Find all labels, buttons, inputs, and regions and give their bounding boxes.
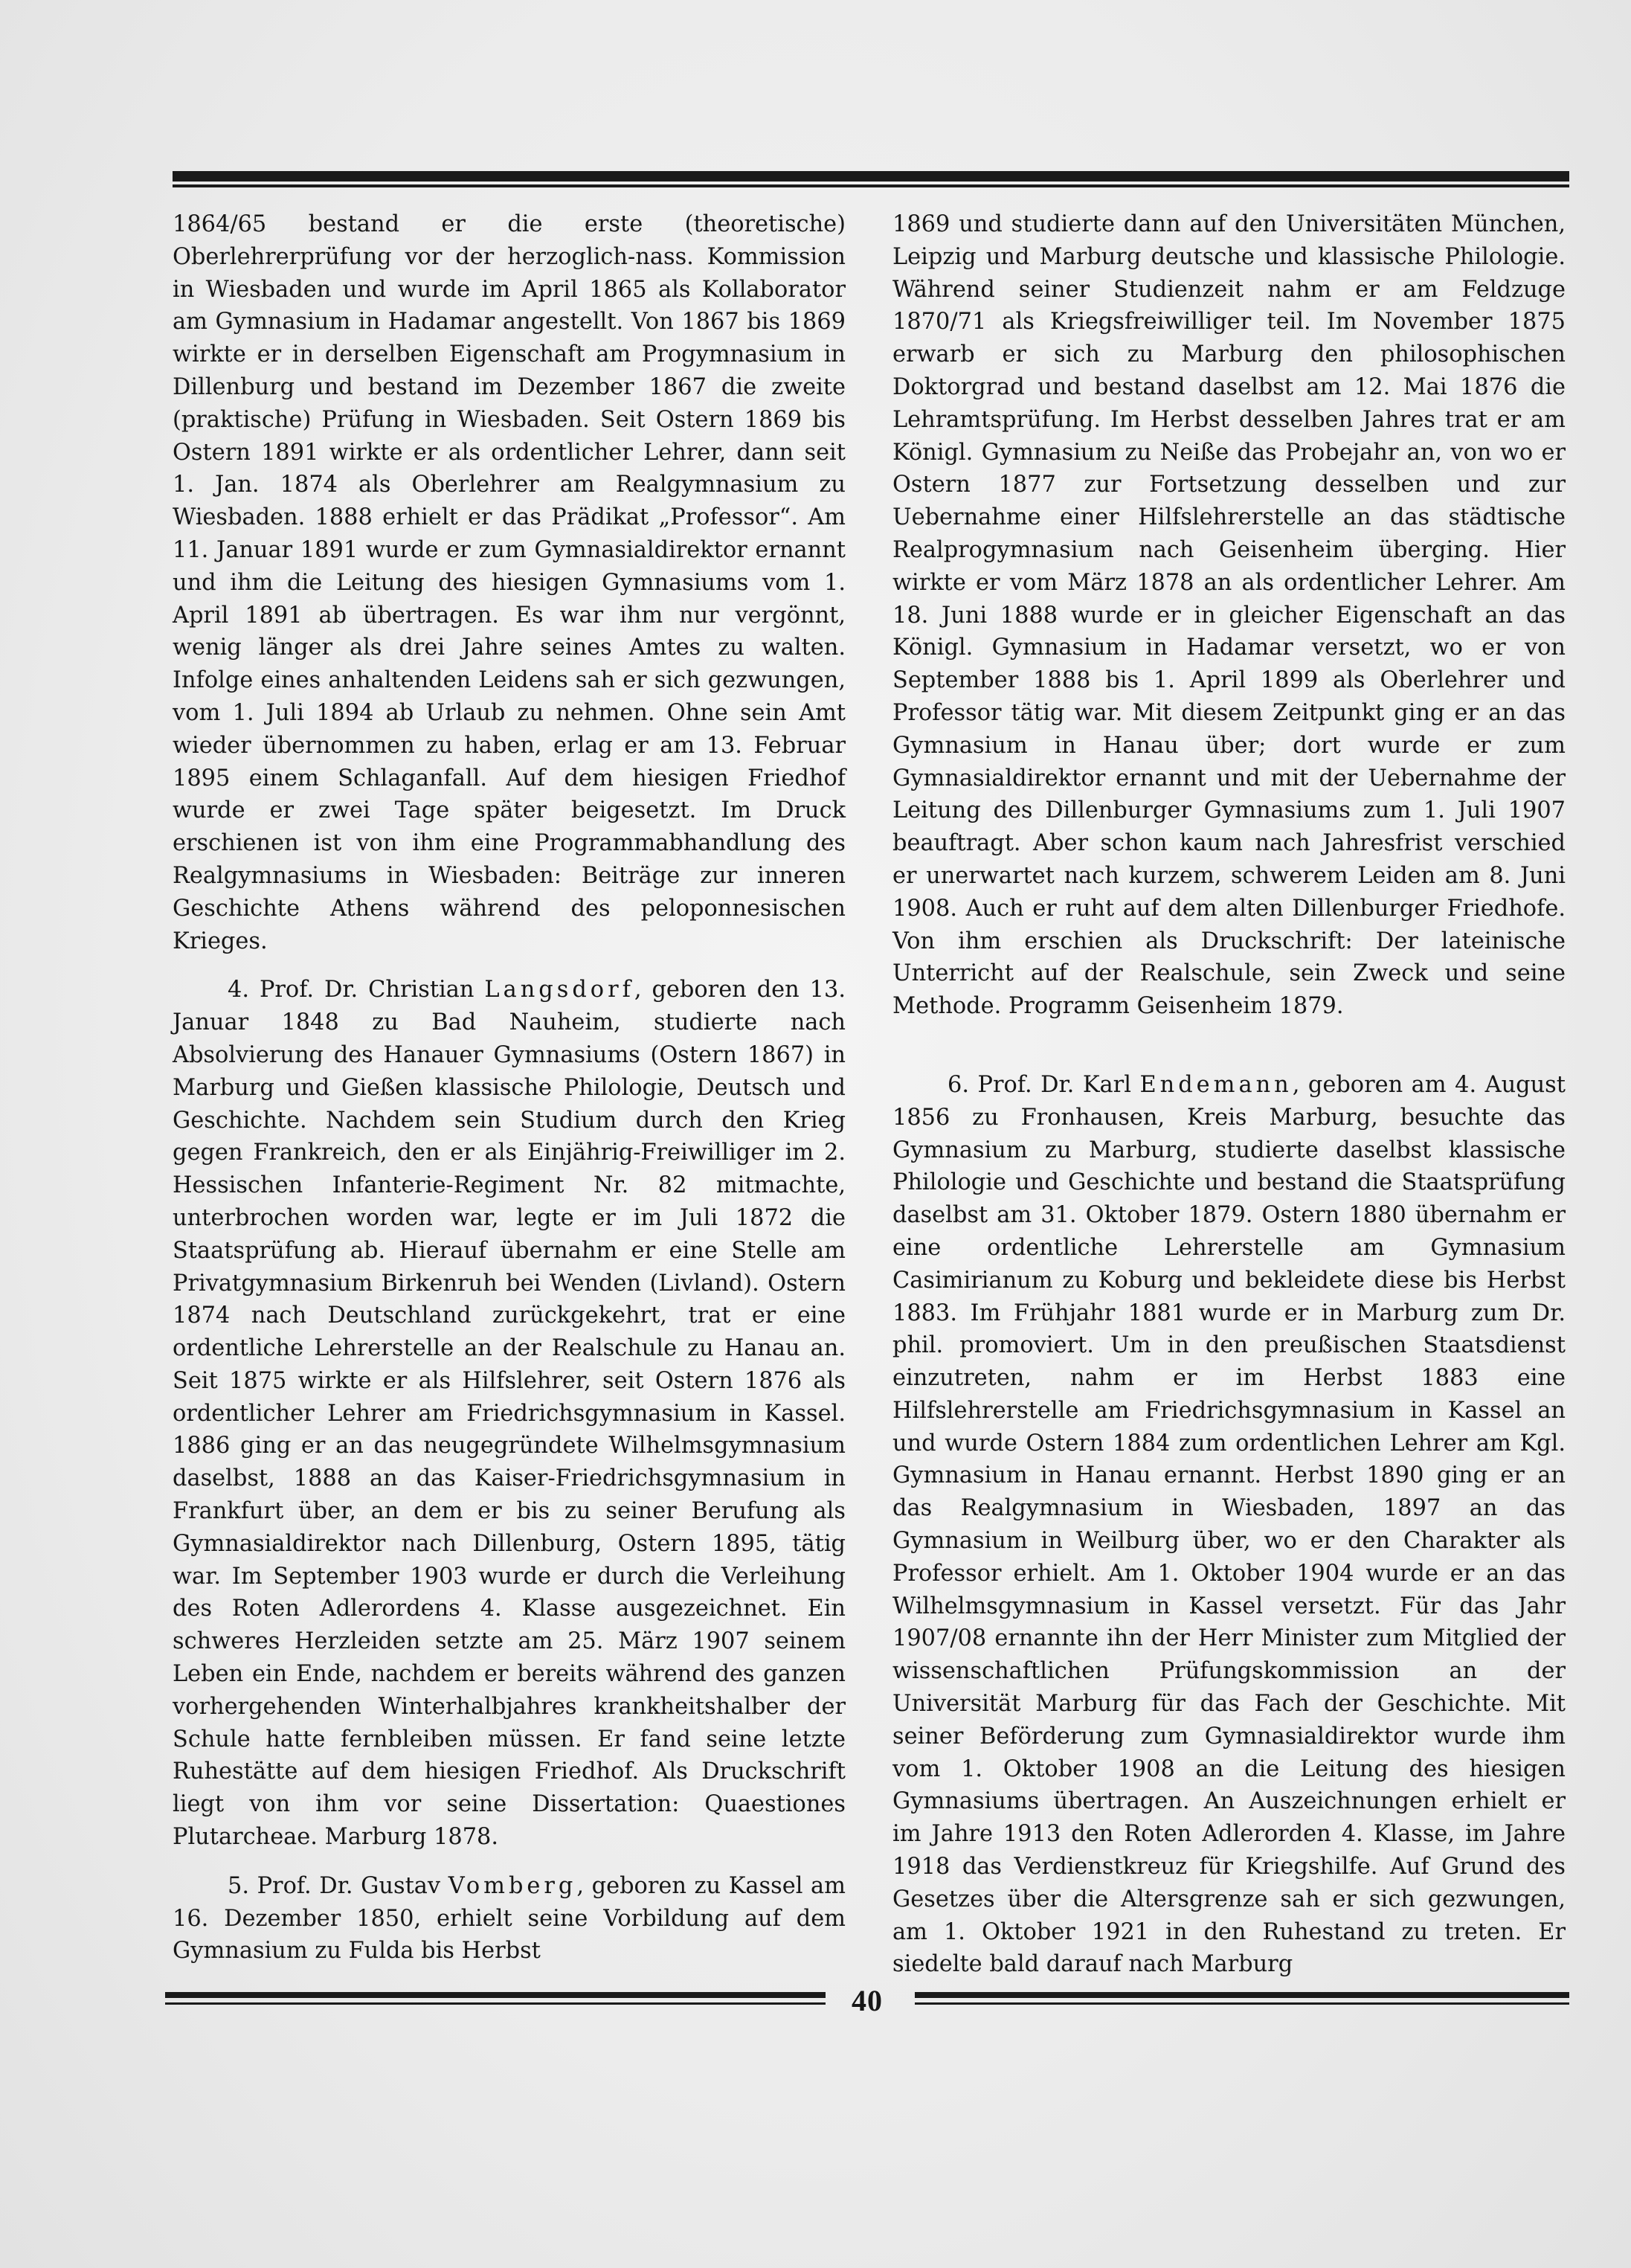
header-rule-thick: [173, 171, 1569, 181]
entry-heading: 6. Prof. Dr. Karl: [948, 1071, 1140, 1098]
entry-body: , geboren zu Kassel am 16. Dezember 1850, erhielt seine Vorbildung auf dem Gymnasium zu Fulda bis Herbst: [173, 1872, 846, 1965]
person-name: Vomberg: [448, 1872, 577, 1899]
person-name: Langsdorf: [484, 977, 634, 1003]
entry-body: , geboren den 13. Januar 1848 zu Bad Nauheim, studierte nach Absolvierung des Hanauer Gymnasiums (Ostern 1867) in Marburg und Gießen klassische Philologie, Deutsch und Geschichte. Nachdem sein Studium durch den Krieg gegen Frankreich, den er als Einjährig-Freiwilliger im 2. Hessischen Infanterie-Regiment Nr. 82 mitmachte, unterbrochen worden war, legte er im Juli 1872 die Staatsprüfung ab. Hierauf übernahm er eine Stelle am Privatgymnasium Birkenruh bei Wenden (Livland). Ostern 1874 nach Deutschland zurückgekehrt, trat er eine ordentliche Lehrerstelle an der Realschule zu Hanau an. Seit 1875 wirkte er als Hilfslehrer, seit Ostern 1876 als ordentlicher Lehrer am Friedrichsgymnasium in Kassel. 1886 ging er an das neugegründete Wilhelmsgymnasium daselbst, 1888 an das Kaiser-Friedrichsgymnasium in Frankfurt über, an dem er bis zu seiner Berufung als Gymnasialdirektor nach Dillenburg, Ostern 1895, tätig war. Im September 1903 wurde er durch die Verleihung des Roten Adlerordens 4. Klasse ausgezeichnet. Ein schweres Herzleiden setzte am 25. März 1907 seinem Leben ein Ende, nachdem er bereits während des ganzen vorhergehenden Winterhalbjahres krankheitshalber der Schule hatte fernbleiben müssen. Er fand seine letzte Ruhestätte auf dem hiesigen Friedhof. Als Druckschrift liegt von ihm vor seine Dissertation: Quaestiones Plutarcheae. Marburg 1878.: [173, 977, 846, 1851]
entry-5-continuation: 1869 und studierte dann auf den Universitäten München, Leipzig und Marburg deutsche und klassische Philologie. Während seiner Studienzeit nahm er am Feldzuge 1870/71 als Kriegsfreiwilliger teil. Im November 1875 erwarb er sich zu Marburg den philosophischen Doktorgrad und bestand daselbst am 12. Mai 1876 die Lehramtsprüfung. Im Herbst desselben Jahres trat er am Königl. Gymnasium zu Neiße das Probejahr an, von wo er Ostern 1877 zur Fortsetzung desselben und zur Uebernahme einer Hilfslehrerstelle an das städtische Realprogymnasium nach Geisenheim überging. Hier wirkte er vom März 1878 an als ordentlicher Lehrer. Am 18. Juni 1888 wurde er in gleicher Eigenschaft an das Königl. Gymnasium in Hadamar versetzt, wo er von September 1888 bis 1. April 1899 als Oberlehrer und Professor tätig war. Mit diesem Zeitpunkt ging er an das Gymnasium in Hanau über; dort wurde er zum Gymnasialdirektor ernannt und mit der Uebernahme der Leitung des Dillenburger Gymnasiums zum 1. Juli 1907 beauftragt. Aber schon kaum nach Jahresfrist verschied er unerwartet nach kurzem, schwerem Leiden am 8. Juni 1908. Auch er ruht auf dem alten Dillenburger Friedhofe. Von ihm erschien als Druckschrift: Der lateinische Unterricht auf der Realschule, sein Zweck und seine Methode. Programm Geisenheim 1879.: [892, 211, 1566, 1020]
entry-5-vomberg: [173, 1870, 846, 1967]
paragraph-continuation: 1864/65 bestand er die erste (theoretische) Oberlehrerprüfung vor der herzoglich-nass. Kommission in Wiesbaden und wurde im April 1865 als Kollaborator am Gymnasium in Hadamar angestellt. Von 1867 bis 1869 wirkte er in derselben Eigenschaft am Progymnasium in Dillenburg und bestand im Dezember 1867 die zweite (praktische) Prüfung in Wiesbaden. Seit Ostern 1869 bis Ostern 1891 wirkte er als ordentlicher Lehrer, dann seit 1. Jan. 1874 als Oberlehrer am Realgymnasium zu Wiesbaden. 1888 erhielt er das Prädikat „Professor“. Am 11. Januar 1891 wurde er zum Gymnasialdirektor ernannt und ihm die Leitung des hiesigen Gymnasiums vom 1. April 1891 ab übertragen. Es war ihm nur vergönnt, wenig länger als drei Jahre seines Amtes zu walten. Infolge eines anhaltenden Leidens sah er sich gezwungen, vom 1. Juli 1894 ab Urlaub zu nehmen. Ohne sein Amt wieder übernommen zu haben, erlag er am 13. Februar 1895 einem Schlaganfall. Auf dem hiesigen Friedhof wurde er zwei Tage später beigesetzt. Im Druck erschienen ist von ihm eine Programmabhandlung des Realgymnasiums in Wiesbaden: Beiträge zur inneren Geschichte Athens während des peloponnesischen Krieges.: [173, 211, 846, 954]
left-column: [173, 208, 846, 1967]
entry-heading: 4. Prof. Dr. Christian: [228, 977, 485, 1003]
header-double-rule: [173, 171, 1569, 187]
header-rule-thin: [173, 184, 1569, 187]
footer: [165, 1983, 1569, 2028]
person-name: Endemann: [1139, 1071, 1293, 1098]
page-number: 40: [852, 1984, 883, 2017]
entry-6-endemann: [892, 1069, 1566, 1981]
entry-4-langsdorf: [173, 974, 846, 1854]
entry-body: , geboren am 4. August 1856 zu Fronhausen, Kreis Marburg, besuchte das Gymnasium zu Marburg, studierte daselbst klassische Philologie und Geschichte und bestand die Staatsprüfung daselbst am 31. Oktober 1879. Ostern 1880 übernahm er eine ordentliche Lehrerstelle am Gymnasium Casimirianum zu Koburg und bekleidete diese bis Herbst 1883. Im Frühjahr 1881 wurde er in Marburg zum Dr. phil. promoviert. Um in den preußischen Staatsdienst einzutreten, nahm er im Herbst 1883 eine Hilfslehrerstelle am Friedrichsgymnasium in Kassel an und wurde Ostern 1884 zum ordentlichen Lehrer am Kgl. Gymnasium in Hanau ernannt. Herbst 1890 ging er an das Realgymnasium in Wiesbaden, 1897 an das Gymnasium in Weilburg über, wo er den Charakter als Professor erhielt. Am 1. Oktober 1904 wurde er an das Wilhelmsgymnasium in Kassel versetzt. Für das Jahr 1907/08 ernannte ihn der Herr Minister zum Mitglied der wissenschaftlichen Prüfungskommission an der Universität Marburg für das Fach der Geschichte. Mit seiner Beförderung zum Gymnasialdirektor wurde ihm vom 1. Oktober 1908 an die Leitung des hiesigen Gymnasiums übertragen. An Auszeichnungen erhielt er im Jahre 1913 den Roten Adlerorden 4. Klasse, im Jahre 1918 das Verdienstkreuz für Kriegshilfe. Auf Grund des Gesetzes über die Altersgrenze sah er sich gezwungen, am 1. Oktober 1921 in den Ruhestand zu treten. Er siedelte bald darauf nach Marburg: [892, 1071, 1566, 1978]
entry-heading: 5. Prof. Dr. Gustav: [228, 1872, 448, 1899]
right-column: [892, 208, 1566, 1981]
